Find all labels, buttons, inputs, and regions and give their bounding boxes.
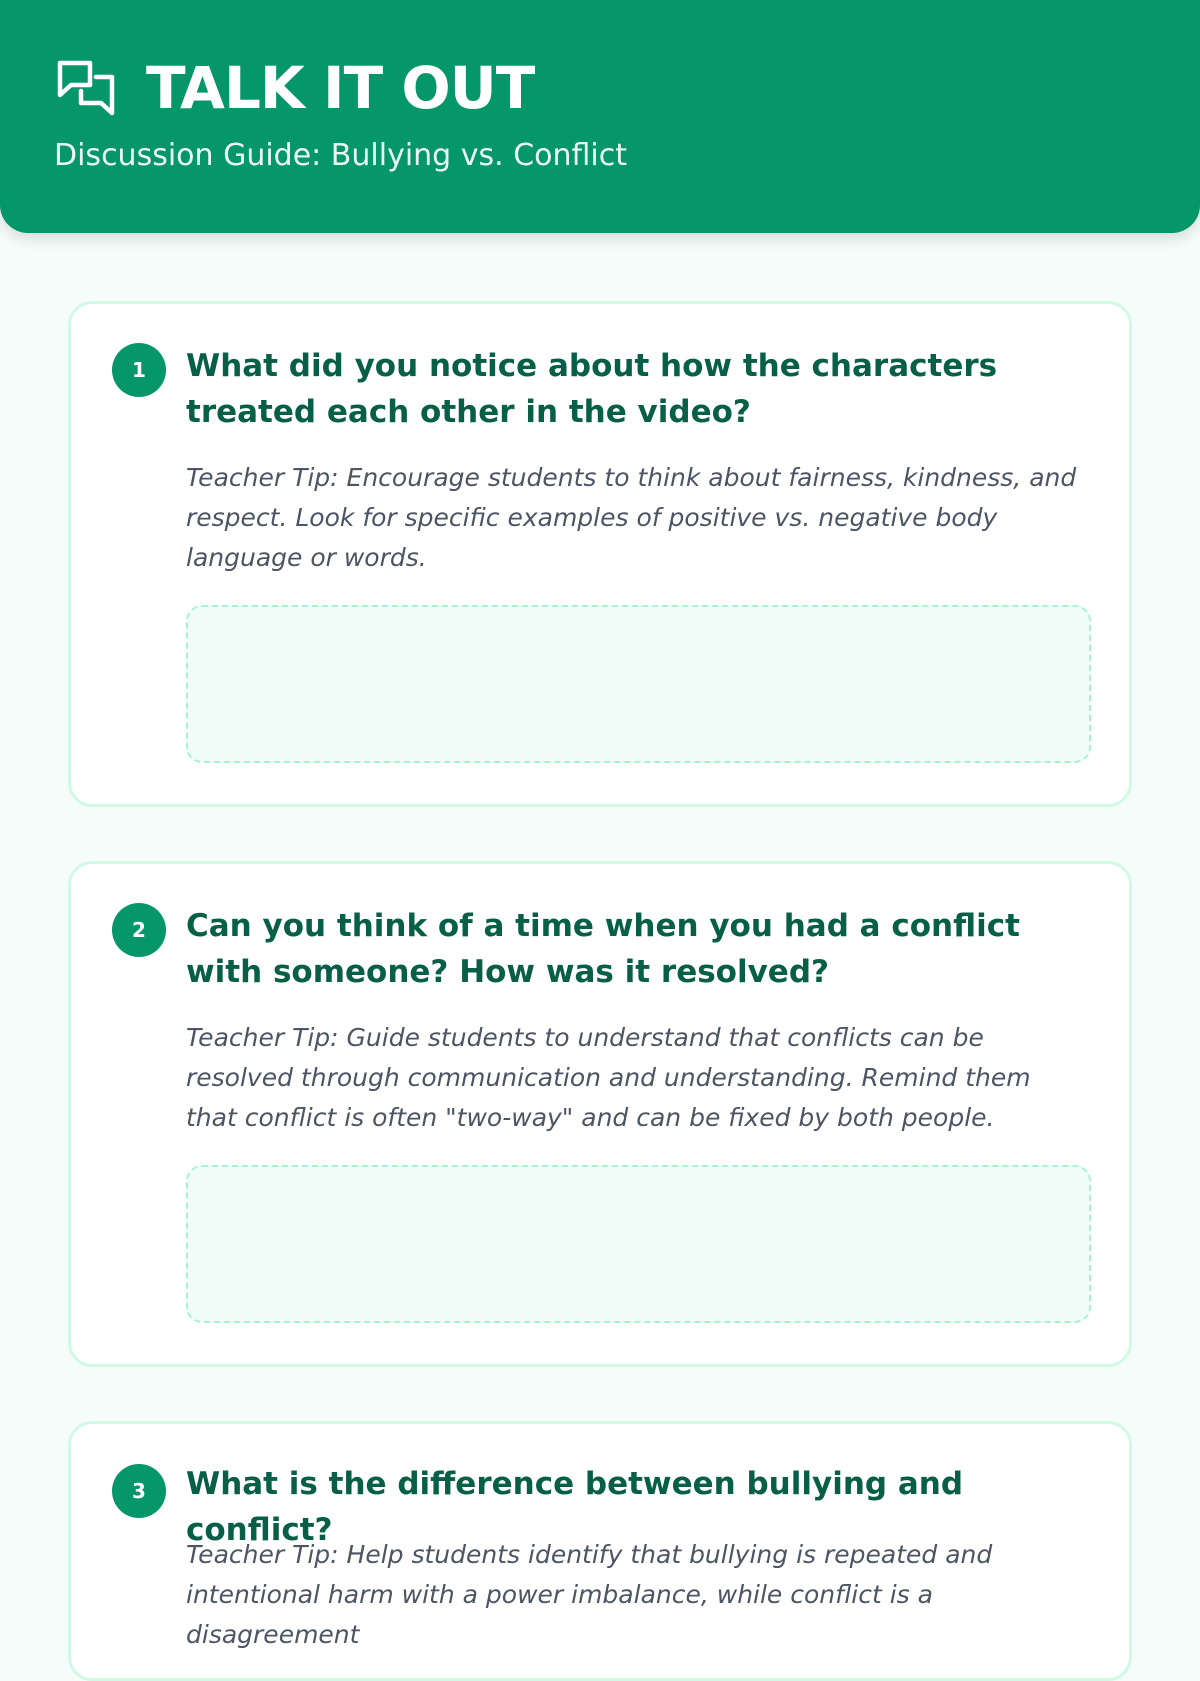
- page-header: [0, 0, 1200, 233]
- page-subtitle: Discussion Guide: Bullying vs. Conflict: [54, 138, 628, 173]
- question-number-badge: 3: [112, 1464, 166, 1518]
- answer-area[interactable]: [186, 1165, 1091, 1323]
- answer-area[interactable]: [186, 605, 1091, 763]
- page-title: TALK IT OUT: [146, 54, 535, 122]
- question-text: What did you notice about how the characters treated each other in the video?: [186, 348, 998, 430]
- question-card-3: [68, 1421, 1132, 1681]
- teacher-tip: Teacher Tip: Help students identify that bullying is repeated and intentional harm with a power imbalance, while conflict is a disagreement: [186, 1540, 993, 1649]
- chat-bubbles-icon: [54, 55, 118, 119]
- teacher-tip: Teacher Tip: Guide students to understand that conflicts can be resolved through communication and understanding. Remind them that conflict is often "two-way" and can be fixed by both people.: [186, 1023, 1031, 1132]
- question-number-badge: 2: [112, 903, 166, 957]
- question-number-badge: 1: [112, 343, 166, 397]
- teacher-tip: Teacher Tip: Encourage students to think about fairness, kindness, and respect. Look for specific examples of positive vs. negative body language or words.: [186, 463, 1077, 572]
- question-card-1: [68, 301, 1132, 807]
- question-card-2: [68, 861, 1132, 1367]
- question-text: What is the difference between bullying and conflict?: [186, 1466, 964, 1548]
- question-text: Can you think of a time when you had a conflict with someone? How was it resolved?: [186, 908, 1020, 990]
